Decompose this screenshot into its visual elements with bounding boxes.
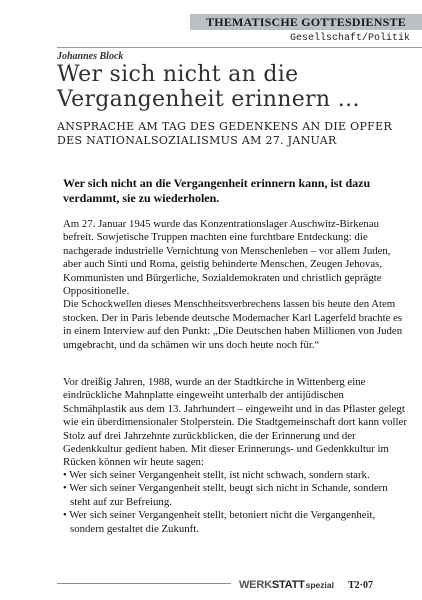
bullet-item-1: • Wer sich seiner Vergangenheit stellt, ist nicht schwach, sondern stark.	[63, 469, 370, 481]
brand-suffix: spezial	[305, 580, 334, 590]
body-block-2	[63, 376, 408, 470]
bullet-list	[63, 469, 408, 536]
subtitle-line-1: ANSPRACHE AM TAG DES GEDENKENS AN DIE OPFER	[57, 120, 393, 133]
bullet-item-3: • Wer sich seiner Vergangenheit stellt, betoniert nicht die Vergangenheit, sondern gestaltet die Zukunft.	[63, 509, 376, 535]
footer	[239, 575, 373, 593]
author-name: Johannes Block	[57, 51, 124, 62]
subtitle-line-2: DES NATIONALSOZIALISMUS AM 27. JANUAR	[57, 134, 337, 147]
section-label: Gesellschaft/Politik	[289, 33, 410, 44]
title-line-1: Wer sich nicht an die	[57, 62, 299, 87]
bullet-item-2: • Wer sich seiner Vergangenheit stellt, beugt sich nicht in Schande, sondern steht auf zur Befreiung.	[63, 482, 388, 508]
lead-paragraph: Wer sich nicht an die Vergangenheit erinnern kann, ist dazu verdammt, sie zu wiederholen.	[63, 176, 371, 205]
article-subtitle	[57, 120, 417, 148]
article-title	[57, 62, 417, 112]
brand-logo: WERKSTATT	[239, 579, 305, 591]
paragraph-3: Vor dreißig Jahren, 1988, wurde an der Stadtkirche in Wittenberg eine eindrückliche Mahnplatte eingeweiht unterhalb der antijüdischen Schmähplastik aus dem 13. Jahrhundert – eingeweiht und in das Pflaster gelegt wie ein überdimensionaler Stolperstein. Die Stadtgemeinschaft dort kann voller Stolz auf drei Jahrzehnte zurückblicken, die der Erinnerung und der Gedenkkultur gedient haben. Mit dieser Erinnerungs- und Gedenkkultur im Rücken können wir heute sagen:	[63, 376, 407, 469]
header-rule	[57, 47, 422, 48]
body-block-1	[63, 218, 408, 352]
footer-rule	[57, 583, 231, 584]
paragraph-1: Am 27. Januar 1945 wurde das Konzentrationslager Auschwitz-Birkenau befreit. Sowjetische Truppen machten eine furchtbare Entdeckung: die nachgerade industrielle Vernichtung von Menschenleben – vor allem Juden, aber auch Sinti und Roma, geistig behinderte Menschen, Zeugen Jehovas, Kommunisten und Bürgerliche, Sozialdemokraten und christlich geprägte Oppositionelle.	[63, 218, 391, 298]
title-line-2: Vergangenheit erinnern …	[57, 87, 360, 112]
paragraph-2: Die Schockwellen dieses Menschheitsverbrechens lassen bis heute den Atem stocken. Der in Paris lebende deutsche Modemacher Karl Lagerfeld brachte es in einem Interview auf den Punkt: „Die Deutschen haben Millionen von Juden umgebracht, und da schämen wir uns doch heute noch für.“	[63, 298, 403, 351]
page-number: T2·07	[347, 580, 373, 591]
category-header: THEMATISCHE GOTTESDIENSTE	[206, 15, 406, 29]
